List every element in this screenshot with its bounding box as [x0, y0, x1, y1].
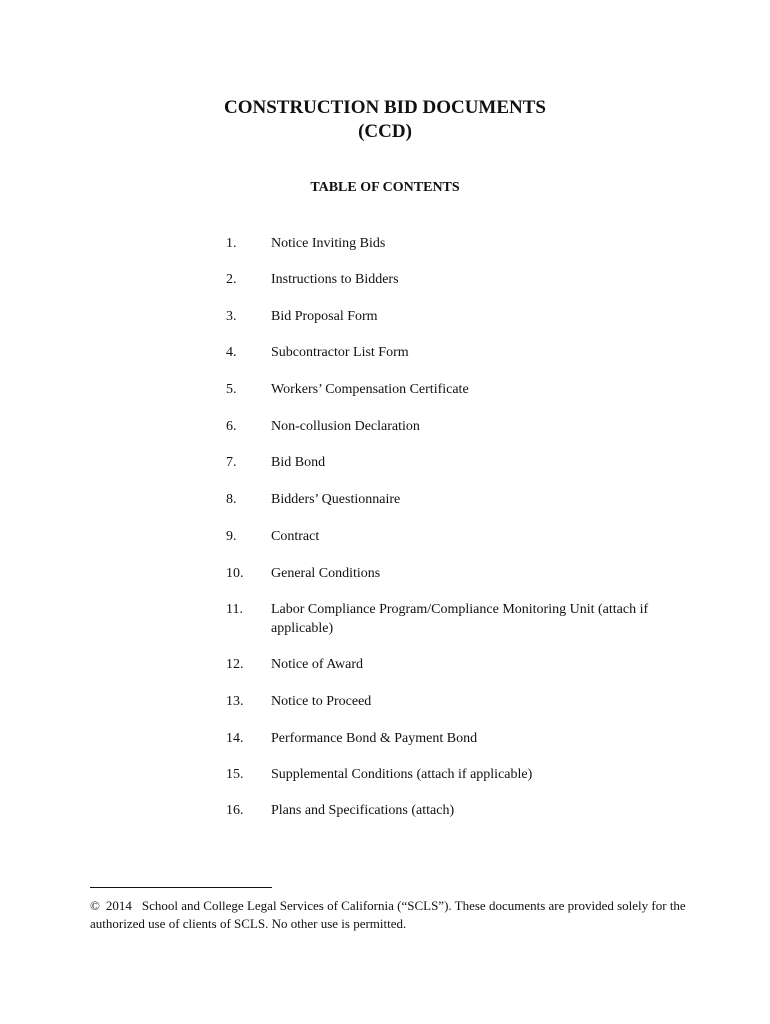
toc-item-number: 14.: [226, 731, 244, 746]
toc-item-number: 5.: [226, 382, 237, 397]
toc-item-title: Labor Compliance Program/Compliance Monitoring Unit (attach if applicable): [271, 602, 649, 636]
toc-item-number: 15.: [226, 767, 244, 782]
document-subtitle: (CCD): [358, 121, 412, 142]
copyright-year: 2014: [105, 898, 132, 913]
toc-item-number: 3.: [226, 309, 237, 324]
toc-item: [226, 343, 686, 362]
document-title: CONSTRUCTION BID DOCUMENTS: [224, 97, 546, 118]
toc-item-title: Performance Bond & Payment Bond: [271, 731, 478, 746]
toc-item-title: Subcontractor List Form: [271, 345, 409, 360]
toc-item: [226, 270, 686, 289]
toc-item-title: Bid Proposal Form: [271, 309, 378, 324]
toc-item: [226, 527, 686, 546]
toc-item-title: Bidders’ Questionnaire: [271, 492, 401, 507]
toc-item-title: Non-collusion Declaration: [271, 419, 420, 434]
toc-item: [226, 380, 686, 399]
copyright-symbol: ©: [90, 898, 100, 913]
toc-item-title: Supplemental Conditions (attach if applicable): [271, 767, 533, 782]
toc-item-title: Plans and Specifications (attach): [271, 803, 455, 818]
toc-item: [226, 490, 686, 509]
toc-item-title: Workers’ Compensation Certificate: [271, 382, 469, 397]
toc-item: [226, 307, 686, 326]
footnote-separator: [90, 887, 272, 888]
toc-item: [226, 692, 686, 711]
copyright-footnote: [90, 897, 690, 933]
toc-item: [226, 453, 686, 472]
toc-item-number: 9.: [226, 529, 237, 544]
toc-item-number: 12.: [226, 657, 244, 672]
toc-item-number: 7.: [226, 455, 237, 470]
toc-item-title: Notice Inviting Bids: [271, 236, 386, 251]
toc-item-number: 2.: [226, 272, 237, 287]
toc-item: [226, 564, 686, 583]
toc-item-title: Bid Bond: [271, 455, 326, 470]
toc-item-number: 16.: [226, 803, 244, 818]
toc-item-title: General Conditions: [271, 566, 381, 581]
toc-heading: TABLE OF CONTENTS: [310, 180, 460, 195]
toc-item-number: 11.: [226, 602, 243, 617]
toc-item-number: 6.: [226, 419, 237, 434]
toc-item: [226, 801, 686, 820]
toc-item-number: 1.: [226, 236, 237, 251]
toc-item-title: Instructions to Bidders: [271, 272, 399, 287]
toc-item: [226, 765, 686, 784]
toc-item: [226, 729, 686, 748]
toc-item: [226, 234, 686, 253]
toc-item: [226, 655, 686, 674]
toc-item: [226, 600, 686, 638]
toc-item: [226, 417, 686, 436]
toc-item-number: 8.: [226, 492, 237, 507]
toc-item-title: Notice of Award: [271, 657, 364, 672]
toc-item-number: 10.: [226, 566, 244, 581]
toc-item-title: Notice to Proceed: [271, 694, 372, 709]
copyright-text: School and College Legal Services of California (“SCLS”). These documents are provided solely for the authorized use of clients of SCLS. No other use is permitted.: [90, 898, 686, 931]
toc-item-number: 13.: [226, 694, 244, 709]
toc-item-title: Contract: [271, 529, 320, 544]
toc-item-number: 4.: [226, 345, 237, 360]
